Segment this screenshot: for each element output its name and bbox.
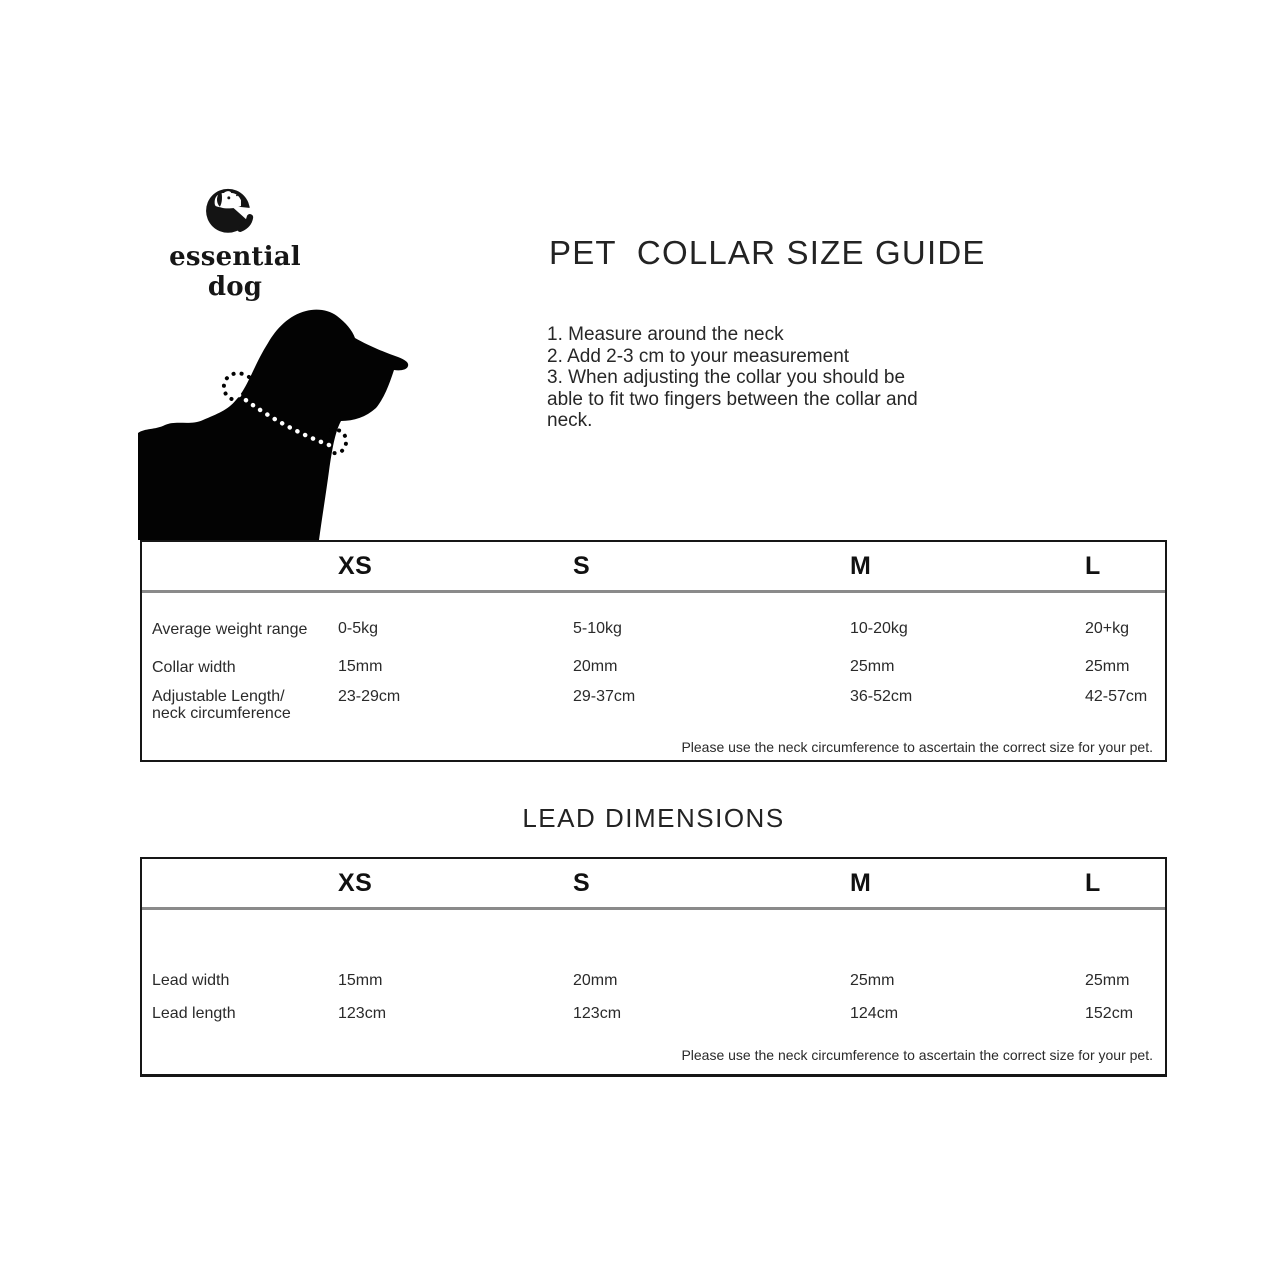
cell-value: 23-29cm <box>338 688 401 705</box>
measurement-instructions <box>547 324 921 432</box>
lead-table-header <box>142 859 1165 910</box>
instruction-step-1: 1. Measure around the neck <box>547 324 784 345</box>
column-header-xs: XS <box>338 551 373 580</box>
cell-value: 20+kg <box>1085 620 1130 637</box>
column-header-s: S <box>573 551 591 580</box>
table-row-lead-width <box>142 964 1165 997</box>
column-header-m: M <box>850 868 872 897</box>
cell-value: 20mm <box>573 971 618 989</box>
table-row-adjustable-length <box>142 686 1165 738</box>
lead-table-note: Please use the neck circumference to ascertain the correct size for your pet. <box>681 1047 1153 1063</box>
cell-value: 15mm <box>338 971 383 989</box>
collar-table-header <box>142 542 1165 593</box>
cell-value: 152cm <box>1085 1004 1134 1022</box>
row-label: Average weight range <box>152 620 308 638</box>
cell-value: 20mm <box>573 658 618 675</box>
row-label: Collar width <box>152 658 236 676</box>
cell-value: 42-57cm <box>1085 688 1148 705</box>
cell-value: 123cm <box>338 1004 387 1022</box>
table-row-weight-range <box>142 610 1165 648</box>
collar-size-table <box>140 540 1167 762</box>
column-header-l: L <box>1085 868 1101 897</box>
collar-table-note: Please use the neck circumference to ascertain the correct size for your pet. <box>681 739 1153 755</box>
cell-value: 25mm <box>850 971 895 989</box>
cell-value: 25mm <box>1085 971 1130 989</box>
collar-table-body <box>142 593 1165 755</box>
cell-value: 15mm <box>338 658 383 675</box>
cell-value: 29-37cm <box>573 688 636 705</box>
cell-value: 25mm <box>1085 658 1130 675</box>
cell-value: 25mm <box>850 658 895 675</box>
instruction-step-2: 2. Add 2-3 cm to your measurement <box>547 345 850 367</box>
row-label: Adjustable Length/ neck circumference <box>152 688 291 722</box>
row-label: Lead width <box>152 972 230 989</box>
instruction-step-3: 3. When adjusting the collar you should be able to fit two fingers between the collar and neck. <box>547 367 918 431</box>
page-title: PET COLLAR SIZE GUIDE <box>549 234 986 271</box>
column-header-xs: XS <box>338 868 373 897</box>
row-label: Lead length <box>152 1005 236 1022</box>
dog-silhouette-shape <box>138 310 408 540</box>
table-row-lead-length <box>142 997 1165 1030</box>
lead-table-body <box>142 910 1165 1063</box>
brand-name: essential dog <box>169 242 301 302</box>
dog-head-silhouette-image <box>135 308 460 540</box>
column-header-m: M <box>850 551 872 580</box>
cell-value: 5-10kg <box>573 620 622 637</box>
cell-value: 123cm <box>573 1004 622 1022</box>
table-row-collar-width <box>142 648 1165 686</box>
column-header-l: L <box>1085 551 1101 580</box>
column-header-s: S <box>573 868 591 897</box>
lead-dimensions-table <box>140 857 1167 1077</box>
essential-dog-e-logo-icon <box>202 180 254 240</box>
lead-dimensions-heading: LEAD DIMENSIONS <box>522 803 785 833</box>
cell-value: 0-5kg <box>338 620 379 637</box>
cell-value: 10-20kg <box>850 620 908 637</box>
cell-value: 124cm <box>850 1004 899 1022</box>
cell-value: 36-52cm <box>850 688 913 705</box>
